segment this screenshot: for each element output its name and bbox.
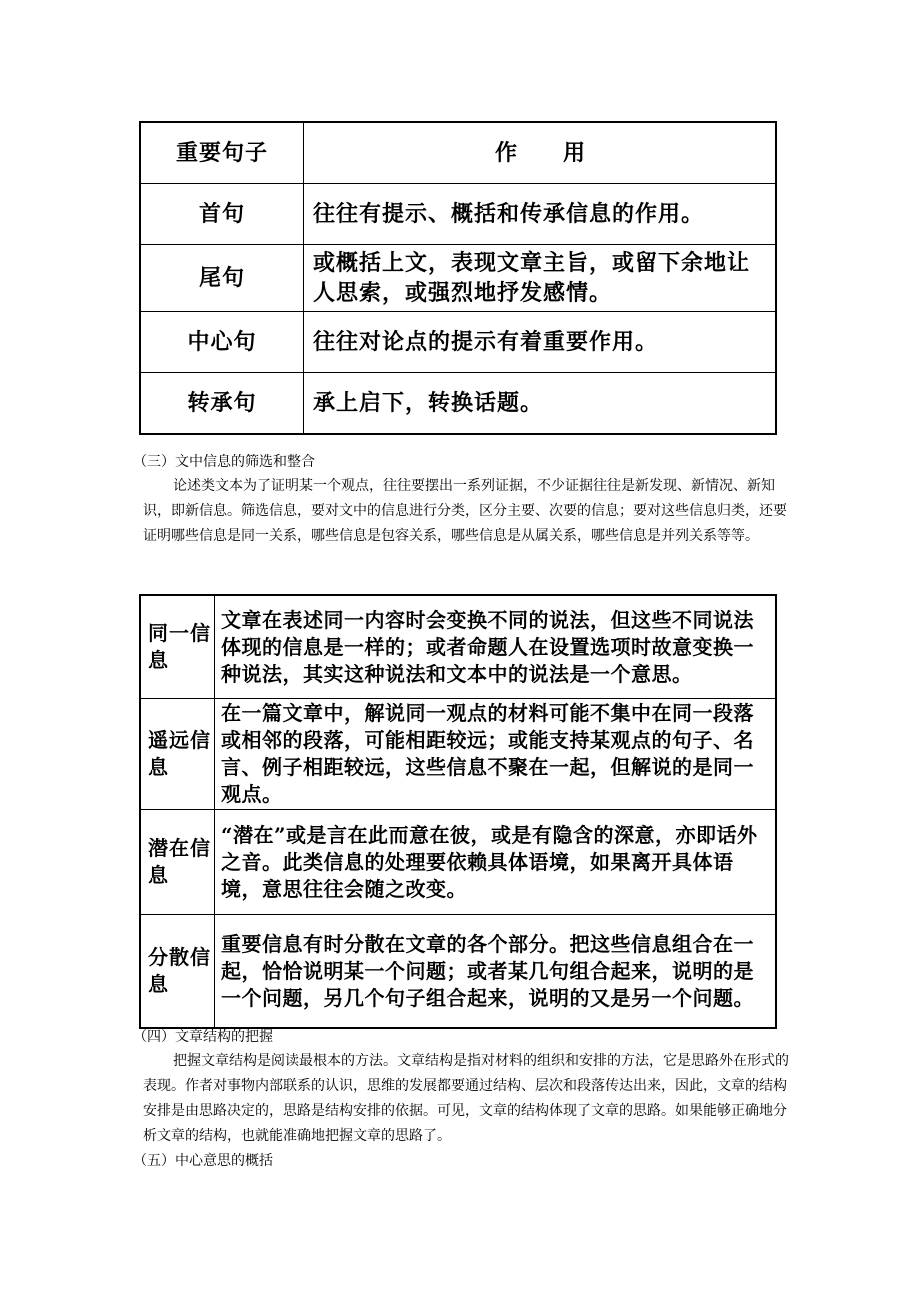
row-key-cell: 中心句 [140, 312, 304, 373]
section-paragraph: 把握文章结构是阅读最根本的方法。文章结构是指对材料的组织和安排的方法，它是思路外在形式的表现。作者对事物内部联系的认识，思维的发展都要通过结构、层次和段落传达出来，因此，文章的结构安排是由思路决定的，思路是结构安排的依据。可见，文章的结构体现了文章的思路。如果能够正确地分析文章的结构，也就能准确地把握文章的思路了。 [143, 1053, 789, 1144]
header-key-cell: 重要句子 [140, 122, 304, 184]
table-row [140, 373, 776, 435]
table-row [140, 245, 776, 312]
row-value-cell: 往往对论点的提示有着重要作用。 [304, 312, 777, 373]
table-header-row [140, 122, 776, 184]
row-value-cell: 往往有提示、概括和传承信息的作用。 [304, 184, 777, 245]
row-value-cell: 在一篇文章中，解说同一观点的材料可能不集中在同一段落或相邻的段落，可能相距较远；或能支持某观点的句子、名言、例子相距较远，这些信息不聚在一起，但解说的是同一观点。 [215, 699, 777, 810]
section-heading: （三）文中信息的筛选和整合 [133, 454, 315, 470]
row-key-cell: 遥远信息 [140, 699, 215, 810]
header-value-cell [304, 122, 777, 184]
row-key-cell: 转承句 [140, 373, 304, 435]
row-key-cell: 同一信息 [140, 595, 215, 699]
table-row [140, 184, 776, 245]
row-value-cell: 或概括上文，表现文章主旨，或留下余地让人思索，或强烈地抒发感情。 [304, 245, 777, 312]
table-row [140, 699, 776, 810]
row-key-cell: 分散信息 [140, 915, 215, 1029]
row-value-cell: 承上启下，转换话题。 [304, 373, 777, 435]
section-heading: （四）文章结构的把握 [133, 1029, 273, 1045]
row-key-cell: 首句 [140, 184, 304, 245]
row-value-cell: 重要信息有时分散在文章的各个部分。把这些信息组合在一起，恰恰说明某一个问题；或者某几句组合起来，说明的是一个问题，另几个句子组合起来，说明的又是另一个问题。 [215, 915, 777, 1029]
header-value-right: 用 [563, 140, 586, 166]
table-row [140, 810, 776, 915]
table-row [140, 915, 776, 1029]
table-row [140, 595, 776, 699]
section-heading: （五）中心意思的概括 [133, 1153, 273, 1169]
row-value-cell: “潜在”或是言在此而意在彼，或是有隐含的深意，亦即话外之音。此类信息的处理要依赖具体语境，如果离开具体语境，意思往往会随之改变。 [215, 810, 777, 915]
row-key-cell: 潜在信息 [140, 810, 215, 915]
information-type-table [139, 594, 777, 1029]
header-value-left: 作 [494, 140, 517, 166]
section-paragraph: 论述类文本为了证明某一个观点，往往要摆出一系列证据，不少证据往往是新发现、新情况、新知识，即新信息。筛选信息，要对文中的信息进行分类，区分主要、次要的信息；要对这些信息归类，还要证明哪些信息是同一关系，哪些信息是包容关系，哪些信息是从属关系，哪些信息是并列关系等等。 [143, 478, 787, 544]
row-key-cell: 尾句 [140, 245, 304, 312]
table-row [140, 312, 776, 373]
row-value-cell: 文章在表述同一内容时会变换不同的说法，但这些不同说法体现的信息是一样的；或者命题人在设置选项时故意变换一种说法，其实这种说法和文本中的说法是一个意思。 [215, 595, 777, 699]
sentence-function-table [139, 121, 777, 435]
